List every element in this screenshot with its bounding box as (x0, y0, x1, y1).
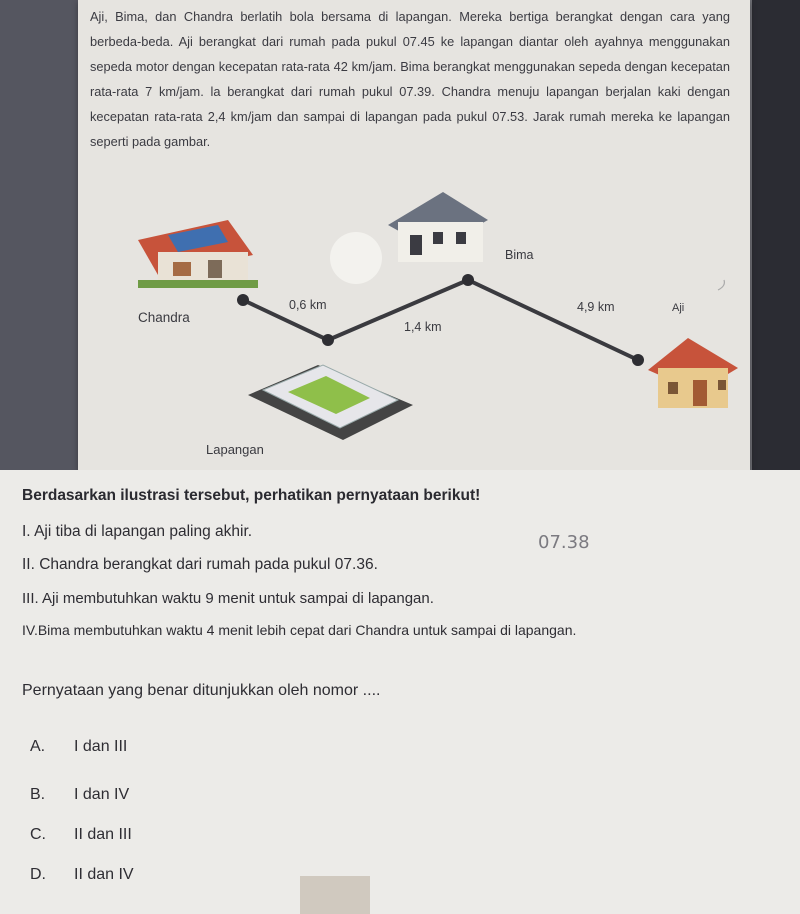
shadow-patch (300, 876, 370, 914)
question-intro: Berdasarkan ilustrasi tersebut, perhatikan pernyataan berikut! (22, 487, 481, 504)
label-lapangan: Lapangan (206, 442, 264, 457)
statement-3: III. Aji membutuhkan waktu 9 menit untuk sampai di lapangan. (22, 590, 434, 607)
node-lapangan-junction (322, 334, 334, 346)
option-a-letter: A. (30, 738, 46, 755)
bima-house-icon (330, 192, 488, 284)
node-bima (462, 274, 474, 286)
distance-aji: 4,9 km (577, 300, 615, 314)
background-left (0, 0, 78, 470)
background-right (752, 0, 800, 470)
option-c-text: II dan III (74, 826, 132, 843)
distance-chandra: 0,6 km (289, 298, 327, 312)
label-bima: Bima (505, 248, 534, 262)
statement-1: I. Aji tiba di lapangan paling akhir. (22, 523, 253, 540)
chandra-house-icon (138, 220, 258, 288)
label-chandra: Chandra (138, 310, 190, 325)
label-aji: Aji (672, 302, 685, 314)
aji-house-icon (648, 338, 738, 408)
option-c[interactable] (30, 826, 132, 844)
statement-4: IV.Bima membutuhkan waktu 4 menit lebih cepat dari Chandra untuk sampai di lapangan. (22, 622, 577, 638)
option-b-letter: B. (30, 786, 46, 803)
problem-paragraph: Aji, Bima, dan Chandra berlatih bola bersama di lapangan. Mereka bertiga berangkat dengan cara yang berbeda-beda. Aji berangkat dari rumah pada pukul 07.45 ke lapangan diantar oleh ayahnya menggunakan sepeda motor dengan kecepatan rata-rata 42 km/jam. Bima berangkat menggunakan sepeda dengan kecepatan rata-rata 7 km/jam. la berangkat dari rumah pukul 07.39. Chandra menuju lapangan berjalan kaki dengan kecepatan rata-rata 2,4 km/jam dan sampai di lapangan pada pukul 07.53. Jarak rumah mereka ke lapangan seperti pada gambar. (90, 9, 730, 149)
node-chandra (237, 294, 249, 306)
option-d-text: II dan IV (74, 866, 134, 883)
option-b[interactable] (30, 786, 129, 804)
option-d[interactable] (30, 866, 134, 884)
handwritten-note: 07.38 (538, 532, 590, 553)
pencil-mark (718, 280, 724, 290)
option-d-letter: D. (30, 866, 46, 883)
node-aji (632, 354, 644, 366)
stadium-icon (248, 365, 413, 440)
distance-middle: 1,4 km (404, 320, 442, 334)
statement-2: II. Chandra berangkat dari rumah pada pukul 07.36. (22, 556, 378, 573)
option-c-letter: C. (30, 826, 46, 843)
option-b-text: I dan IV (74, 786, 130, 803)
question-prompt: Pernyataan yang benar ditunjukkan oleh nomor .... (22, 682, 381, 699)
option-a-text: I dan III (74, 738, 128, 755)
option-a[interactable] (30, 738, 127, 756)
